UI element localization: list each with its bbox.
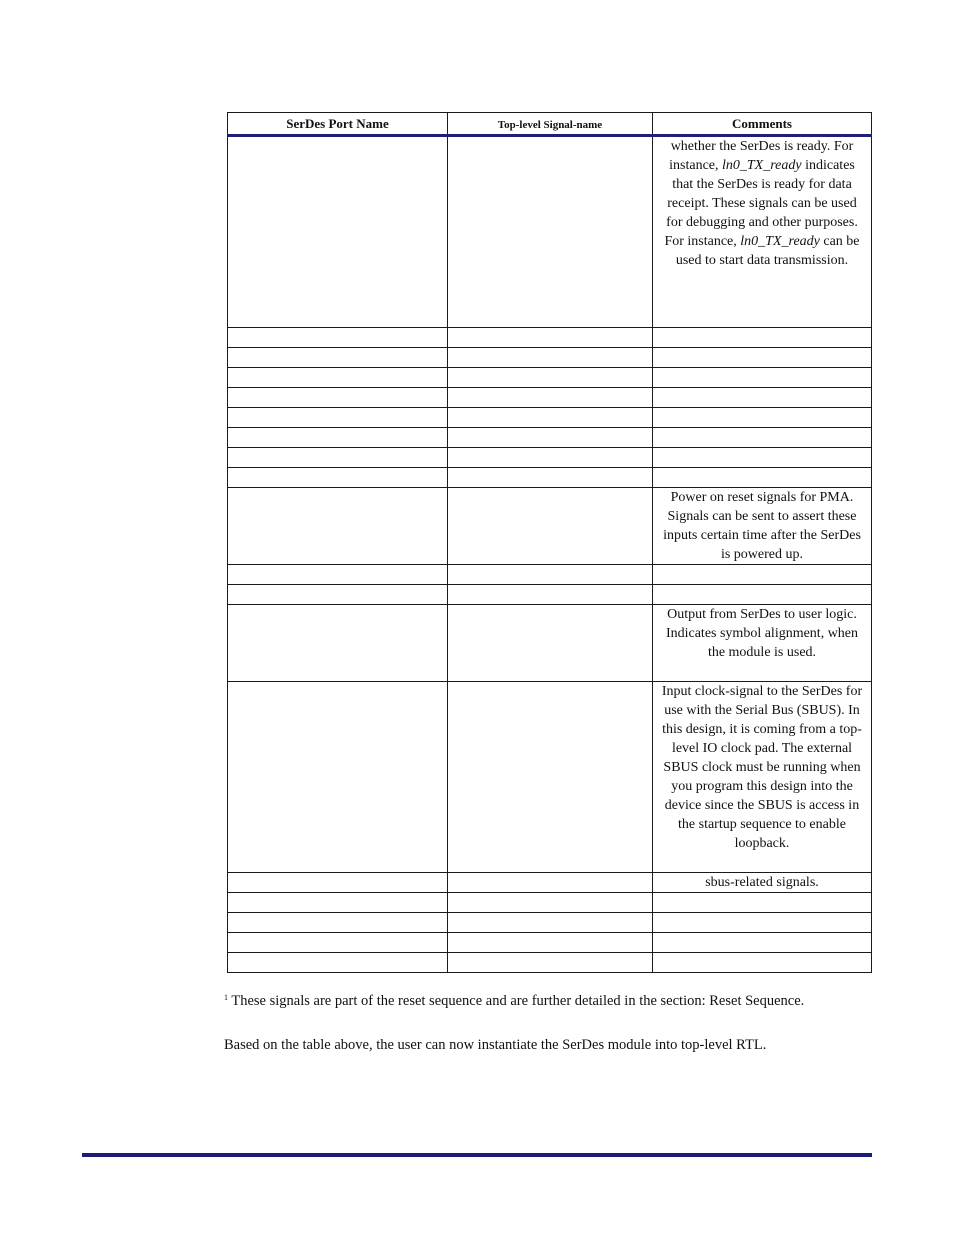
table-row [228, 448, 872, 468]
signal-name-cell [448, 682, 653, 873]
table-row [228, 388, 872, 408]
footnote-text: These signals are part of the reset sequence and are further detailed in the section: Reset Sequence. [228, 993, 805, 1009]
signal-name-cell [448, 428, 653, 448]
table-row [228, 893, 872, 913]
signal-name-cell [448, 605, 653, 682]
comment-cell [653, 585, 872, 605]
comment-cell [653, 368, 872, 388]
header-comments: Comments [653, 113, 872, 136]
port-name-cell [228, 368, 448, 388]
table-row [228, 468, 872, 488]
port-name-cell [228, 388, 448, 408]
port-name-cell [228, 565, 448, 585]
table-row [228, 585, 872, 605]
table-row [228, 348, 872, 368]
comment-cell: Power on reset signals for PMA. Signals can be sent to assert these inputs certain time after the SerDes is powered up. [653, 488, 872, 565]
port-name-cell [228, 408, 448, 428]
comment-cell [653, 388, 872, 408]
table-body [228, 136, 872, 973]
comment-cell [653, 328, 872, 348]
table-row [228, 605, 872, 682]
port-name-cell [228, 488, 448, 565]
port-name-cell [228, 873, 448, 893]
table-row [228, 933, 872, 953]
signal-name-cell [448, 953, 653, 973]
comment-text: can be used to start data transmission. [675, 234, 860, 268]
comment-cell: Input clock-signal to the SerDes for use with the Serial Bus (SBUS). In this design, it is coming from a top-level IO clock pad. The external SBUS clock must be running when you program this design into the device since the SBUS is access in the startup sequence to enable loopback. [653, 682, 872, 873]
signal-name-text: ln0_TX_ready [722, 158, 802, 173]
signal-name-cell [448, 565, 653, 585]
signal-name-cell [448, 585, 653, 605]
comment-text: whether the SerDes is ready. For instance, [669, 139, 854, 173]
signal-name-cell [448, 448, 653, 468]
port-name-cell [228, 136, 448, 328]
serdes-port-table [227, 112, 872, 973]
comment-cell [653, 448, 872, 468]
table-row [228, 873, 872, 893]
comment-cell [653, 348, 872, 368]
signal-name-cell [448, 893, 653, 913]
comment-text: indicates that the SerDes is ready for data receipt. These signals can be used for debugging and other purposes. For instance, [664, 158, 858, 249]
footnote [224, 988, 874, 1011]
footer-rule [82, 1153, 872, 1157]
signal-name-cell [448, 488, 653, 565]
signal-name-cell [448, 873, 653, 893]
port-name-cell [228, 585, 448, 605]
comment-cell [653, 428, 872, 448]
comment-cell [653, 408, 872, 428]
signal-name-cell [448, 933, 653, 953]
port-name-cell [228, 913, 448, 933]
port-name-cell [228, 448, 448, 468]
port-name-cell [228, 328, 448, 348]
table-row [228, 408, 872, 428]
signal-name-cell [448, 368, 653, 388]
comment-cell [653, 913, 872, 933]
port-name-cell [228, 953, 448, 973]
signal-name-cell [448, 388, 653, 408]
comment-cell [653, 953, 872, 973]
comment-cell: Output from SerDes to user logic. Indicates symbol alignment, when the module is used. [653, 605, 872, 682]
signal-name-cell [448, 328, 653, 348]
table-row [228, 136, 872, 328]
signal-name-cell [448, 408, 653, 428]
table-row [228, 682, 872, 873]
body-paragraph: Based on the table above, the user can now instantiate the SerDes module into top-level RTL. [224, 1037, 767, 1053]
signal-name-text: ln0_TX_ready [740, 234, 820, 249]
table-row [228, 368, 872, 388]
comment-cell [653, 468, 872, 488]
table-row [228, 428, 872, 448]
comment-cell [653, 565, 872, 585]
port-name-cell [228, 428, 448, 448]
table-row [228, 953, 872, 973]
comment-cell: sbus-related signals. [653, 873, 872, 893]
port-name-cell [228, 605, 448, 682]
footnote-marker: 1 [224, 993, 228, 1002]
comment-cell [653, 893, 872, 913]
port-name-cell [228, 468, 448, 488]
table-row [228, 913, 872, 933]
table-row [228, 488, 872, 565]
signal-name-cell [448, 913, 653, 933]
comment-cell [653, 136, 872, 328]
table-header-row [228, 113, 872, 136]
header-serdes-port-name: SerDes Port Name [228, 113, 448, 136]
port-name-cell [228, 893, 448, 913]
table-row [228, 328, 872, 348]
port-name-cell [228, 933, 448, 953]
comment-cell [653, 933, 872, 953]
table-row [228, 565, 872, 585]
port-name-cell [228, 682, 448, 873]
signal-name-cell [448, 136, 653, 328]
header-top-level-signal-name: Top-level Signal-name [448, 113, 653, 136]
signal-name-cell [448, 468, 653, 488]
signal-name-cell [448, 348, 653, 368]
port-name-cell [228, 348, 448, 368]
